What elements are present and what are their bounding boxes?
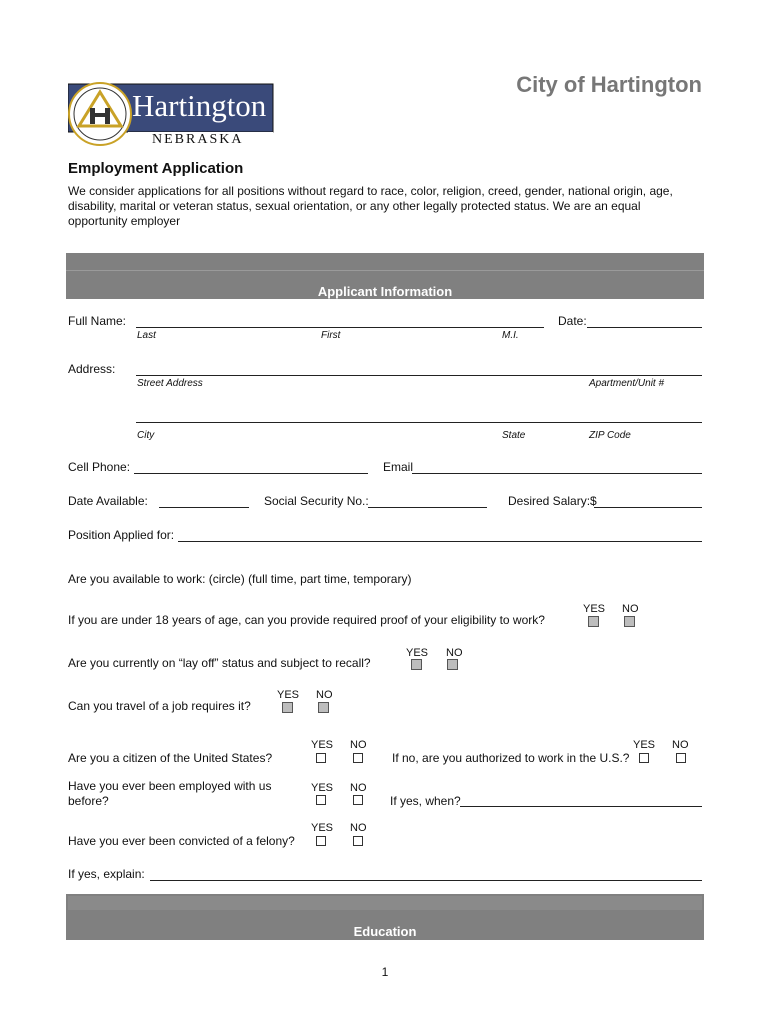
under18-no-label: NO [622,603,639,615]
availability-question[interactable]: Are you available to work: (circle) (full time, part time, temporary) [68,572,412,586]
date-available-label: Date Available: [68,494,148,508]
if-yes-when-label: If yes, when? [390,794,461,808]
layoff-no-checkbox[interactable] [447,659,458,670]
applicant-info-title: Applicant Information [317,284,453,299]
logo-ring-text [76,142,97,143]
layoff-no-label: NO [446,647,463,659]
salary-label-text: Desired Salary: [508,494,591,508]
education-title: Education [353,924,417,939]
salary-label [508,494,597,508]
citizen-yes-label: YES [311,739,334,751]
page-number: 1 [381,965,389,979]
full-name-label: Full Name: [68,314,127,328]
position-label: Position Applied for: [68,528,175,542]
salary-symbol: $ [590,494,597,508]
employed-question-line-2: before? [68,794,109,808]
logo-word: Hartington [132,88,267,123]
felony-no-checkbox[interactable] [353,836,363,846]
travel-yes-checkbox[interactable] [282,702,293,713]
citizen-no-checkbox[interactable] [353,753,363,763]
email-label: Email [383,460,414,474]
first-caption: First [321,330,341,341]
citizen-no-label: NO [350,739,367,751]
employed-yes-checkbox[interactable] [316,795,326,805]
city-title: City of Hartington [516,72,702,97]
state-caption: State [502,430,526,441]
zip-caption: ZIP Code [589,430,631,441]
street-address-input[interactable] [136,375,702,376]
employed-yes-label: YES [311,782,334,794]
under18-no-checkbox[interactable] [624,616,635,627]
felony-question: Have you ever been convicted of a felony? [68,834,295,848]
employed-no-checkbox[interactable] [353,795,363,805]
city-caption: City [137,430,155,441]
application-heading: Employment Application [68,160,244,177]
authorized-no-label: NO [672,739,689,751]
cell-phone-label: Cell Phone: [68,460,131,474]
felony-no-label: NO [350,822,367,834]
if-yes-when-input[interactable] [460,806,702,807]
salary-input[interactable] [594,507,702,508]
under18-question: If you are under 18 years of age, can you provide required proof of your eligibility to work? [68,613,545,627]
date-input[interactable] [587,327,702,328]
intro-line-3: opportunity employer [68,214,181,228]
if-yes-explain-input[interactable] [150,880,702,881]
date-label: Date: [558,314,587,328]
layoff-yes-checkbox[interactable] [411,659,422,670]
authorized-no-checkbox[interactable] [676,753,686,763]
intro-line-2: disability, marital or veteran status, sexual orientation, or any other legally protected status. We are an equal [68,199,641,213]
cell-phone-input[interactable] [134,473,368,474]
position-input[interactable] [178,541,702,542]
email-input[interactable] [412,473,702,474]
apt-caption: Apartment/Unit # [589,378,665,389]
authorized-question: If no, are you authorized to work in the U.S.? [392,751,630,765]
last-caption: Last [137,330,156,341]
education-band [66,894,704,940]
intro-line-1: We consider applications for all positions without regard to race, color, religion, creed, gender, national origin, age, [68,184,673,198]
authorized-yes-label: YES [633,739,656,751]
citizen-question: Are you a citizen of the United States? [68,751,273,765]
ssn-input[interactable] [368,507,487,508]
citizen-yes-checkbox[interactable] [316,753,326,763]
employed-question-line-1: Have you ever been employed with us [68,779,272,793]
date-available-input[interactable] [159,507,249,508]
travel-no-checkbox[interactable] [318,702,329,713]
travel-question: Can you travel of a job requires it? [68,699,251,713]
applicant-info-band [66,253,704,299]
travel-yes-label: YES [277,689,300,701]
mi-caption: M.I. [502,330,519,341]
under18-yes-label: YES [583,603,606,615]
education-band-highlight [68,896,702,910]
felony-yes-label: YES [311,822,334,834]
layoff-question: Are you currently on “lay off” status and subject to recall? [68,656,371,670]
city-logo [68,80,276,148]
if-yes-explain-label: If yes, explain: [68,867,145,881]
ssn-label: Social Security No.: [264,494,369,508]
street-caption: Street Address [137,378,203,389]
full-name-input[interactable] [136,327,544,328]
layoff-yes-label: YES [406,647,429,659]
felony-yes-checkbox[interactable] [316,836,326,846]
employed-no-label: NO [350,782,367,794]
logo-state: NEBRASKA [152,132,244,147]
authorized-yes-checkbox[interactable] [639,753,649,763]
applicant-info-divider [66,270,704,271]
city-state-zip-input[interactable] [136,422,702,423]
under18-yes-checkbox[interactable] [588,616,599,627]
address-label: Address: [68,362,116,376]
travel-no-label: NO [316,689,333,701]
